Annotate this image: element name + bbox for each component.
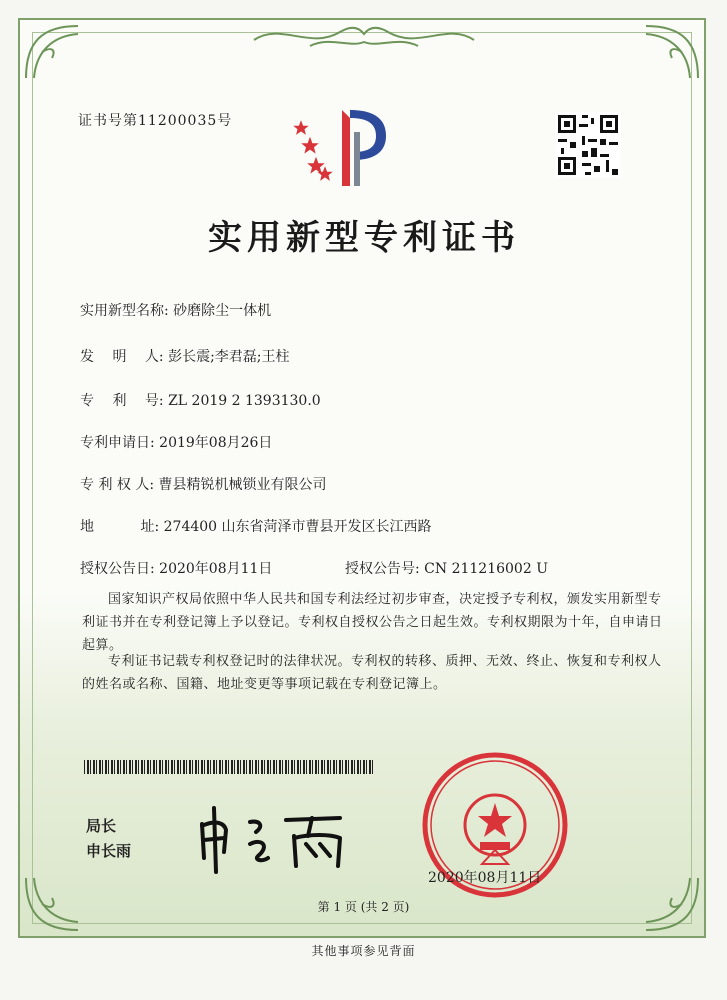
director-name: 申长雨 [86,842,132,860]
field-inventor [80,346,290,366]
top-ornament [250,20,478,54]
patent-office-logo [290,102,400,192]
field-value: 彭长震;李君磊;王柱 [168,349,290,365]
certificate-frame [18,18,706,938]
field-label: 授权公告号: [345,561,420,577]
field-value: 274400 山东省菏泽市曹县开发区长江西路 [163,519,432,535]
field-label: 实用新型名称: [80,303,169,319]
field-label: 地 址: [80,519,160,535]
statement-paragraph-1: 国家知识产权局依照中华人民共和国专利法经过初步审查，决定授予专利权，颁发实用新型专利证书并在专利登记簿上予以登记。专利权自授权公告之日起生效。专利权期限为十年，自申请日起算。 [82,592,663,653]
field-value: 曹县精锐机械锁业有限公司 [158,477,327,493]
field-value: ZL 2019 2 1393130.0 [168,393,321,409]
field-label: 专 利 权 人: [80,477,155,493]
barcode [84,760,374,774]
seal-date: 2020年08月11日 [428,870,542,886]
certificate-number: 证书号第11200035号 [78,113,233,129]
field-label: 专 利 号: [80,393,164,409]
director-title: 局长 [86,817,117,835]
field-label: 授权公告日: [80,561,155,577]
field-label: 专利申请日: [80,435,155,451]
corner-ornament-top-left [22,22,82,82]
statement-paragraph-2: 专利证书记载专利权登记时的法律状况。专利权的转移、质押、无效、终止、恢复和专利权人的姓名或名称、国籍、地址变更等事项记载在专利登记簿上。 [82,654,662,692]
field-value: 砂磨除尘一体机 [173,303,272,319]
field-grant-date [80,558,272,578]
field-label: 发 明 人: [80,349,164,365]
field-value: 2020年08月11日 [159,561,273,577]
field-utility-model-name [80,300,271,320]
field-patent-number [80,390,321,410]
field-value: 2019年08月26日 [159,435,273,451]
field-patentee [80,474,327,494]
field-filing-date [80,432,272,452]
back-note: 其他事项参见背面 [311,944,416,958]
field-value: CN 211216002 U [424,561,548,577]
certificate-title: 实用新型专利证书 [208,218,520,258]
director-signature [190,800,360,880]
corner-ornament-top-right [642,22,702,82]
field-address [80,516,432,536]
page-number: 第 1 页 (共 2 页) [317,900,410,914]
qr-code [555,112,621,178]
field-grant-number [345,558,548,578]
